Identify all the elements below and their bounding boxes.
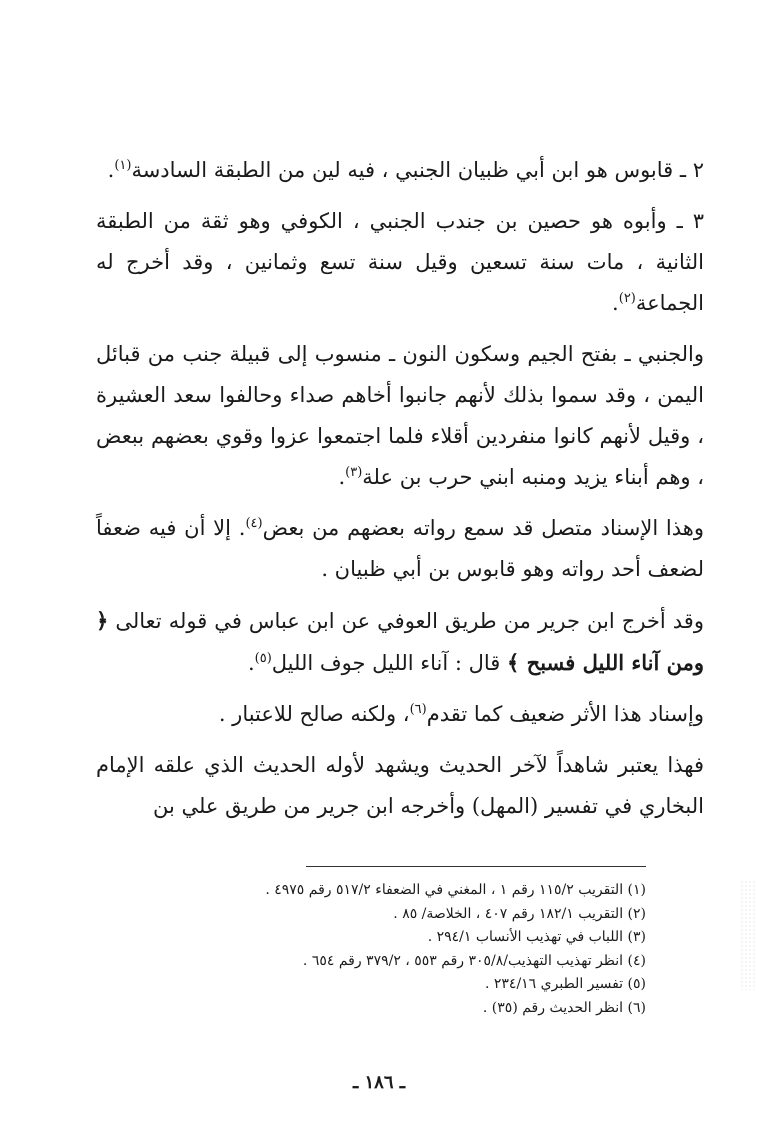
footnote-6: (٦) انظر الحديث رقم (٣٥) . (482, 999, 646, 1016)
footnote-ref-5[interactable]: (٥) (254, 651, 272, 666)
paragraph-isnad (96, 508, 704, 590)
paragraph-weak-isnad-text-2: ، ولكنه صالح للاعتبار . (218, 702, 410, 726)
footnote-ref-1[interactable]: (١) (114, 158, 132, 173)
paragraph-witness-text: فهذا يعتبر شاهداً لآخر الحديث ويشهد لأوله الحديث الذي علقه الإمام البخاري في تفسير (المهل) وأخرجه ابن جرير من طريق علي بن (96, 753, 704, 818)
paragraph-janbi-text: والجنبي ـ بفتح الجيم وسكون النون ـ منسوب إلى قبيلة جنب من قبائل اليمن ، وقد سموا بذلك لأنهم جانبوا أخاهم صداء وحالفوا سعد العشيرة ، وقيل لأنهم كانوا منفردين أقلاء فلما اجتمعوا عزوا وقوي بعضهم ببعض ، وهم أبناء يزيد ومنبه ابني حرب بن علة (96, 342, 704, 489)
footnote-divider (306, 866, 646, 867)
paragraph-father-text: ٣ ـ وأبوه هو حصين بن جندب الجنبي ، الكوفي وهو ثقة من الطبقة الثانية ، مات سنة تسعين وقيل سنة تسع وثمانين ، وقد أخرج له الجماعة (96, 209, 704, 315)
quran-verse: ﴿ ومن آناء الليل فسبح ﴾ (96, 608, 704, 675)
footnotes (110, 866, 646, 1020)
paragraph-isnad-text: وهذا الإسناد متصل قد سمع رواته بعضهم من بعض (262, 516, 704, 540)
paragraph-father (96, 201, 704, 324)
scan-edge-noise (740, 880, 756, 990)
paragraph-qabus (96, 150, 704, 191)
paragraph-janbi-end: . (338, 465, 346, 489)
paragraph-janbi (96, 334, 704, 498)
footnote-ref-2[interactable]: (٢) (618, 291, 636, 306)
paragraph-qabus-text: ٢ ـ قابوس هو ابن أبي ظبيان الجنبي ، فيه لين من الطبقة السادسة (131, 158, 704, 182)
paragraph-weak-isnad-text: وإسناد هذا الأثر ضعيف كما تقدم (426, 702, 704, 726)
main-text (96, 150, 704, 837)
paragraph-qabus-end: . (107, 158, 115, 182)
footnote-3: (٣) اللباب في تهذيب الأنساب ٢٩٤/١ . (427, 929, 646, 945)
paragraph-father-end: . (612, 291, 619, 315)
paragraph-weak-isnad (96, 694, 704, 735)
footnote-ref-4[interactable]: (٤) (245, 516, 263, 531)
footnote-1: (١) التقريب ١١٥/٢ رقم ١ ، المغني في الضعفاء ٥١٧/٢ رقم ٤٩٧٥ . (265, 882, 646, 898)
paragraph-ibn-jarir-text: وقد أخرج ابن جرير من طريق العوفي عن ابن عباس في قوله تعالى (115, 609, 704, 633)
footnote-4: (٤) انظر تهذيب التهذيب/٣٠٥/٨ رقم ٥٥٣ ، ٣٧٩/٢ رقم ٦٥٤ . (302, 952, 646, 969)
paragraph-ibn-jarir-end: . (247, 651, 255, 675)
page-number: ـ ١٨٦ ـ (352, 1072, 406, 1093)
footnote-ref-3[interactable]: (٣) (345, 465, 363, 480)
paragraph-ibn-jarir-text-2: قال : آناء الليل جوف الليل (271, 651, 501, 675)
paragraph-witness (96, 745, 704, 827)
footnote-5: (٥) تفسير الطبري ٢٣٤/١٦ . (484, 976, 646, 992)
paragraph-isnad-text-2: . إلا أن فيه ضعفاً لضعف أحد رواته وهو قابوس بن أبي ظبيان . (96, 516, 704, 581)
paragraph-ibn-jarir (96, 600, 704, 684)
footnote-2: (٢) التقريب ١٨٢/١ رقم ٤٠٧ ، الخلاصة/ ٨٥ . (393, 905, 646, 922)
footnote-ref-6[interactable]: (٦) (409, 702, 427, 717)
